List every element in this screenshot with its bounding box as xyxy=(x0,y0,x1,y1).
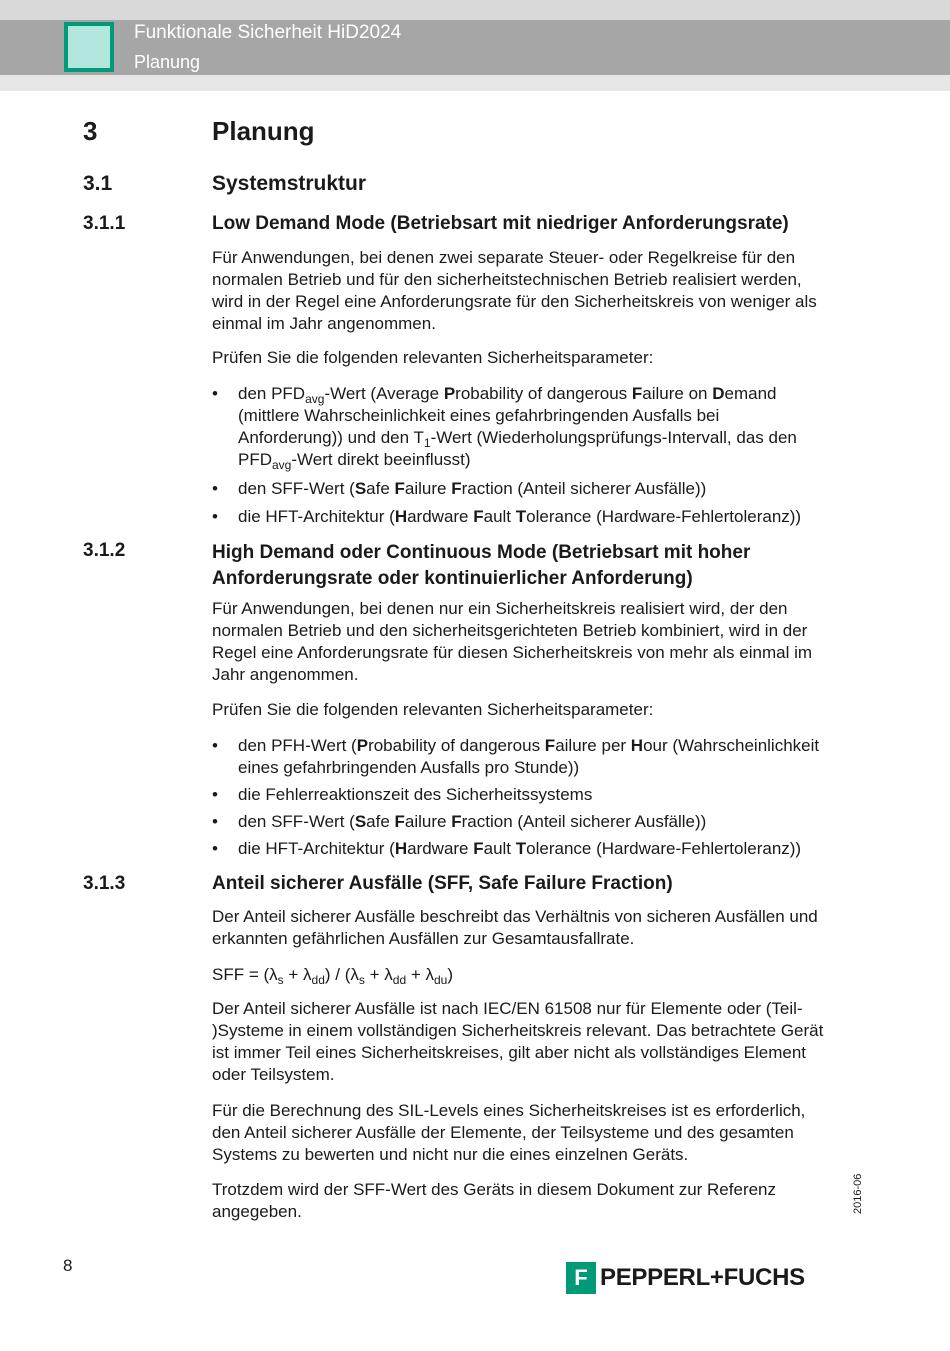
paragraph: Der Anteil sicherer Ausfälle ist nach IEC/EN 61508 nur für Elemente oder (Teil- )Systeme in einem vollständigen Sicherheitskreis relevant. Das betrachtete Gerät ist immer Teil eines Sicherheitskreises, gilt aber nicht als vollständiges Element oder Teilsystem. xyxy=(212,999,824,1084)
paragraph: Für die Berechnung des SIL-Levels eines Sicherheitskreises ist es erforderlich, den Anteil sicherer Ausfälle der Elemente, der Teilsysteme und des gesamten Systems zu bewerten und nicht nur die eines einzelnen Geräts. xyxy=(212,1101,806,1164)
section-number: 3 xyxy=(83,116,98,146)
header-underline xyxy=(0,75,950,91)
section-title: Anteil sicherer Ausfälle (SFF, Safe Failure Fraction) xyxy=(212,873,673,894)
paragraph: Für Anwendungen, bei denen zwei separate Steuer- oder Regelkreise für den normalen Betrieb und für den sicherheitstechnischen Betrieb realisiert werden, wird in der Regel eine Anforderungsrate für den Sicherheitskreis von weniger als einmal im Jahr angenommen. xyxy=(212,248,817,333)
section-title: Low Demand Mode (Betriebsart mit niedriger Anforderungsrate) xyxy=(212,213,789,234)
section-number: 3.1.2 xyxy=(83,540,126,561)
brand-logo xyxy=(566,1262,805,1294)
section-number: 3.1 xyxy=(83,172,113,195)
section-title: Systemstruktur xyxy=(212,172,367,195)
section-number: 3.1.3 xyxy=(83,873,126,894)
top-strip xyxy=(0,0,950,20)
paragraph: Der Anteil sicherer Ausfälle beschreibt das Verhältnis von sicheren Ausfällen und erkannten gefährlichen Ausfällen zur Gesamtausfallrate. xyxy=(212,907,818,948)
header-title: Funktionale Sicherheit HiD2024 xyxy=(134,22,402,43)
page-number: 8 xyxy=(63,1256,73,1275)
section-number: 3.1.1 xyxy=(83,213,126,234)
section-title: Planung xyxy=(212,116,315,146)
paragraph: Für Anwendungen, bei denen nur ein Sicherheitskreis realisiert wird, der den normalen Betrieb und den sicherheitsgerichteten Betrieb kombiniert, wird in der Regel eine Anforderungsrate für diesen Sicherheitskreis von mehr als einmal im Jahr angenommen. xyxy=(212,599,813,684)
edition-date: 2016-06 xyxy=(852,1173,864,1214)
brand-name: PEPPERL+FUCHS xyxy=(600,1264,805,1291)
paragraph: Prüfen Sie die folgenden relevanten Sicherheitsparameter: xyxy=(212,700,654,719)
paragraph: Trotzdem wird der SFF-Wert des Geräts in diesem Dokument zur Referenz angegeben. xyxy=(212,1180,777,1221)
formula: SFF = $(\lambda_s + \lambda_{dd}) / (\lambda_s + \lambda_{dd} + \lambda_{du})$ xyxy=(212,965,454,987)
section-title: High Demand oder Continuous Mode (Betriebsart mit hoher Anforderungsrate oder kontinuierlicher Anforderung) xyxy=(212,542,751,589)
brand-mark-icon: F xyxy=(566,1262,596,1294)
header-subtitle: Planung xyxy=(134,52,201,72)
paragraph: Prüfen Sie die folgenden relevanten Sicherheitsparameter: xyxy=(212,348,654,367)
header-logo-square xyxy=(64,22,114,72)
